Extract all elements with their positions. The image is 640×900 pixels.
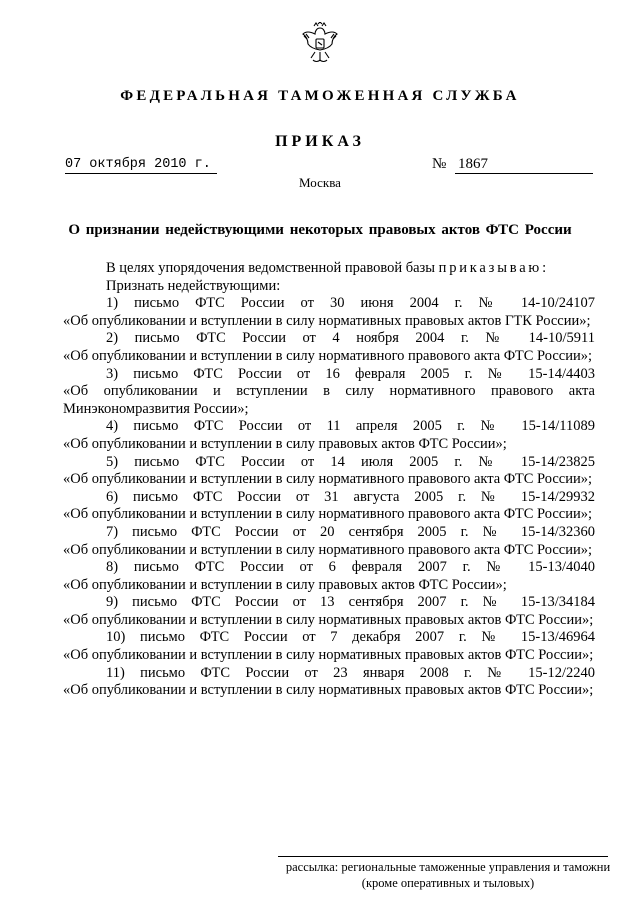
document-type: ПРИКАЗ [275,133,365,150]
list-item [63,454,595,489]
list-item [63,489,595,524]
list-item-heading: 9) письмо ФТС России от 13 сентября 2007 г. № 15-13/34184 [106,594,595,611]
list-item-title: «Об опубликовании и вступлении в силу нормативного правового акта ФТС России»; [63,471,593,488]
list-item-title: «Об опубликовании и вступлении в силу нормативных правовых актов ФТС России»; [63,647,594,664]
preamble [63,260,595,278]
list-item [63,524,595,559]
list-item [63,665,595,700]
list-item-heading: 2) письмо ФТС России от 4 ноября 2004 г. № 14-10/5911 [106,330,595,347]
list-item-heading: 6) письмо ФТС России от 31 августа 2005 г. № 15-14/29932 [106,488,595,505]
order-number: 1867 [455,155,593,174]
list-item [63,559,595,594]
list-item-heading: 7) письмо ФТС России от 20 сентября 2005 г. № 15-14/32360 [106,523,595,540]
coat-of-arms-emblem [300,22,340,70]
list-item-title: «Об опубликовании и вступлении в силу правовых актов ФТС России»; [63,435,507,452]
list-item-title: «Об опубликовании и вступлении в силу нормативных правовых актов ФТС России»; [63,682,594,699]
order-number-sign: № [432,156,447,172]
list-item [63,418,595,453]
list-item-title: «Об опубликовании и вступлении в силу нормативного правового акта ФТС России»; [63,541,593,558]
order-date: 07 октября 2010 г. [65,156,217,174]
intro-line: Признать недействующими: [106,277,281,294]
list-item-heading: 4) письмо ФТС России от 11 апреля 2005 г. № 15-14/11089 [106,418,595,435]
footer-divider [278,856,608,857]
preamble-lead: В целях упорядочения ведомственной правовой базы [106,260,436,276]
list-item-heading: 1) письмо ФТС России от 30 июня 2004 г. № 14-10/24107 [106,295,595,312]
list-item [63,295,595,330]
list-item-heading: 11) письмо ФТС России от 23 января 2008 г. № 15-12/2240 [106,664,595,681]
list-item-heading: 3) письмо ФТС России от 16 февраля 2005 г. № 15-14/4403 [106,365,595,382]
list-item-heading: 10) письмо ФТС России от 7 декабря 2007 г. № 15-13/46964 [106,629,595,646]
list-item-heading: 8) письмо ФТС России от 6 февраля 2007 г. № 15-13/4040 [106,559,595,576]
revoked-acts-list [63,295,595,700]
list-item [63,330,595,365]
document-body [63,260,595,700]
preamble-directive: приказываю: [438,260,549,276]
document-subject: О признании недействующими некоторых правовых актов ФТС России [68,222,572,238]
list-item [63,629,595,664]
agency-name: ФЕДЕРАЛЬНАЯ ТАМОЖЕННАЯ СЛУЖБА [120,88,520,104]
list-item-title: «Об опубликовании и вступлении в силу нормативного правового акта ФТС России»; [63,506,593,523]
city: Москва [299,175,341,190]
list-item-title: «Об опубликовании и вступлении в силу нормативных правовых актов ФТС России»; [63,611,594,628]
list-item-title: «Об опубликовании и вступлении в силу нормативного правового акта ФТС России»; [63,347,593,364]
distribution-exception: (кроме оперативных и тыловых) [361,876,535,890]
distribution-line: рассылка: региональные таможенные управления и таможни [285,860,611,874]
list-item-title: «Об опубликовании и вступлении в силу нормативного правового акта Минэкономразвития России»; [63,383,595,417]
list-item [63,366,595,419]
list-item-heading: 5) письмо ФТС России от 14 июля 2005 г. № 15-14/23825 [106,453,595,470]
distribution-note [278,859,618,891]
list-item-title: «Об опубликовании и вступлении в силу нормативных правовых актов ГТК России»; [63,312,591,329]
list-item [63,594,595,629]
list-item-title: «Об опубликовании и вступлении в силу правовых актов ФТС России»; [63,576,507,593]
